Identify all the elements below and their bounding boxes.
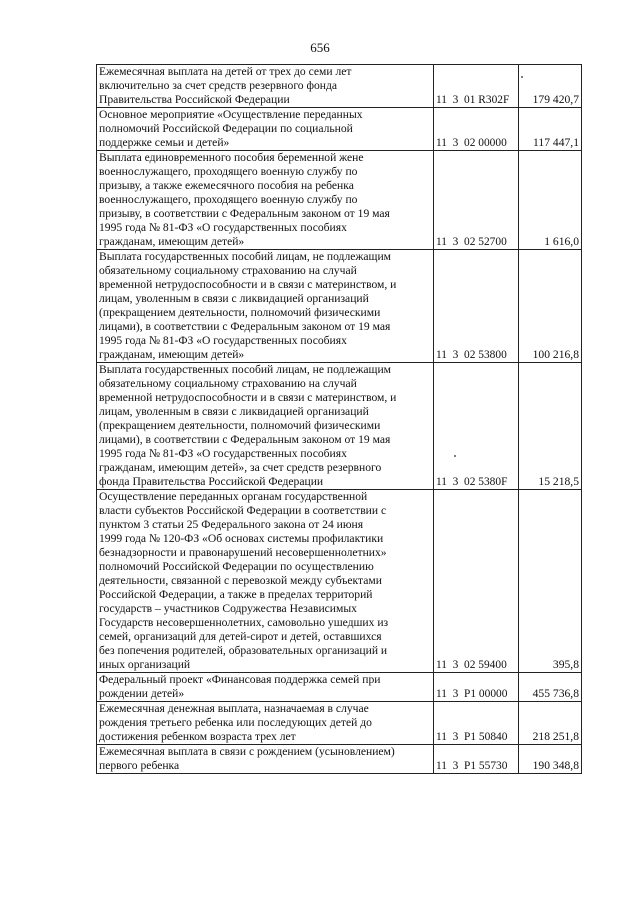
row-code: 11 3 P1 55730	[434, 745, 519, 774]
row-code: 11 3 02 00000	[434, 108, 519, 151]
description-line: первого ребенка	[99, 759, 180, 772]
table-row	[97, 250, 582, 363]
description-line: достижения ребенком возраста трех лет	[99, 730, 296, 743]
table-row	[97, 151, 582, 250]
description-line: государств – участников Содружества Независимых	[99, 602, 357, 615]
row-amount: 218 251,8	[519, 702, 582, 745]
row-description	[97, 745, 434, 774]
description-line: обязательному социальному страхованию на случай	[99, 377, 357, 390]
description-line: гражданам, имеющим детей»	[99, 235, 245, 248]
row-description	[97, 250, 434, 363]
row-amount: 117 447,1	[519, 108, 582, 151]
description-line: Выплата государственных пособий лицам, не подлежащим	[99, 363, 392, 376]
row-code: 11 3 02 5380F	[434, 363, 519, 490]
row-code: 11 3 02 59400	[434, 490, 519, 673]
description-line: без попечения родителей, образовательных организаций и	[99, 644, 388, 657]
description-line: пунктом 3 статьи 25 Федерального закона от 24 июня	[99, 518, 364, 531]
row-amount: 190 348,8	[519, 745, 582, 774]
row-description	[97, 490, 434, 673]
row-amount: 100 216,8	[519, 250, 582, 363]
row-code: 11 3 01 R302F	[434, 65, 519, 108]
description-line: лицам, уволенным в связи с ликвидацией организаций	[99, 292, 369, 305]
description-line: фонда Правительства Российской Федерации	[99, 475, 324, 488]
description-line: призыву, а также ежемесячного пособия на ребенка	[99, 179, 354, 192]
description-line: (прекращением деятельности, полномочий физическими	[99, 306, 381, 319]
page-number: 656	[310, 40, 330, 55]
description-line: призыву, в соответствии с Федеральным законом от 19 мая	[99, 207, 390, 220]
description-line: Государств несовершеннолетних, самовольно ушедших из	[99, 616, 389, 629]
description-line: гражданам, имеющим детей», за счет средств резервного	[99, 461, 382, 474]
description-line: лицам, уволенным в связи с ликвидацией организаций	[99, 405, 369, 418]
description-line: полномочий Российской Федерации по осуществлению	[99, 560, 374, 573]
description-line: рождения третьего ребенка или последующих детей до	[99, 716, 372, 729]
description-line: Основное мероприятие «Осуществление переданных	[99, 108, 363, 121]
description-line: иных организаций	[99, 658, 191, 671]
description-line: 1995 года № 81-ФЗ «О государственных пособиях	[99, 334, 347, 347]
description-line: рождении детей»	[99, 687, 185, 700]
budget-table	[96, 64, 582, 774]
description-line: полномочий Российской Федерации по социальной	[99, 122, 353, 135]
row-amount: 179 420,7	[519, 65, 582, 108]
budget-table-body	[97, 65, 582, 774]
description-line: Выплата единовременного пособия беременной жене	[99, 151, 364, 164]
description-line: Правительства Российской Федерации	[99, 93, 290, 106]
row-code: 11 3 P1 00000	[434, 673, 519, 702]
row-code: 11 3 P1 50840	[434, 702, 519, 745]
description-line: военнослужащего, проходящего военную службу по	[99, 193, 358, 206]
table-row	[97, 490, 582, 673]
table-row	[97, 702, 582, 745]
scan-speck	[521, 76, 523, 78]
description-line: деятельности, связанной с перевозкой между субъектами	[99, 574, 382, 587]
description-line: военнослужащего, проходящего военную службу по	[99, 165, 358, 178]
description-line: семей, организаций для детей-сирот и детей, оставшихся	[99, 630, 382, 643]
description-line: временной нетрудоспособности и в связи с материнством, и	[99, 391, 397, 404]
row-amount: 455 736,8	[519, 673, 582, 702]
table-row	[97, 363, 582, 490]
description-line: 1999 года № 120-ФЗ «Об основах системы профилактики	[99, 532, 384, 545]
row-code: 11 3 02 53800	[434, 250, 519, 363]
row-amount: 15 218,5	[519, 363, 582, 490]
description-line: Осуществление переданных органам государственной	[99, 490, 368, 503]
row-description	[97, 702, 434, 745]
description-line: Российской Федерации, а также в пределах территорий	[99, 588, 373, 601]
description-line: Федеральный проект «Финансовая поддержка семей при	[99, 673, 381, 686]
scan-speck	[454, 455, 456, 457]
row-description	[97, 363, 434, 490]
description-line: 1995 года № 81-ФЗ «О государственных пособиях	[99, 447, 347, 460]
row-description	[97, 151, 434, 250]
description-line: обязательному социальному страхованию на случай	[99, 264, 357, 277]
description-line: Ежемесячная денежная выплата, назначаемая в случае	[99, 702, 369, 715]
row-description	[97, 65, 434, 108]
description-line: включительно за счет средств резервного фонда	[99, 79, 338, 92]
description-line: власти субъектов Российской Федерации в соответствии с	[99, 504, 387, 517]
row-amount: 1 616,0	[519, 151, 582, 250]
table-row	[97, 673, 582, 702]
table-row	[97, 65, 582, 108]
description-line: лицами), в соответствии с Федеральным законом от 19 мая	[99, 320, 391, 333]
description-line: лицами), в соответствии с Федеральным законом от 19 мая	[99, 433, 391, 446]
row-amount: 395,8	[519, 490, 582, 673]
row-code: 11 3 02 52700	[434, 151, 519, 250]
description-line: гражданам, имеющим детей»	[99, 348, 245, 361]
description-line: Выплата государственных пособий лицам, не подлежащим	[99, 250, 392, 263]
description-line: поддержке семьи и детей»	[99, 136, 230, 149]
description-line: Ежемесячная выплата на детей от трех до семи лет	[99, 65, 352, 78]
description-line: безнадзорности и правонарушений несовершеннолетних»	[99, 546, 387, 559]
row-description	[97, 108, 434, 151]
row-description	[97, 673, 434, 702]
description-line: Ежемесячная выплата в связи с рождением (усыновлением)	[99, 745, 395, 758]
description-line: 1995 года № 81-ФЗ «О государственных пособиях	[99, 221, 347, 234]
description-line: (прекращением деятельности, полномочий физическими	[99, 419, 381, 432]
table-row	[97, 745, 582, 774]
table-row	[97, 108, 582, 151]
description-line: временной нетрудоспособности и в связи с материнством, и	[99, 278, 397, 291]
